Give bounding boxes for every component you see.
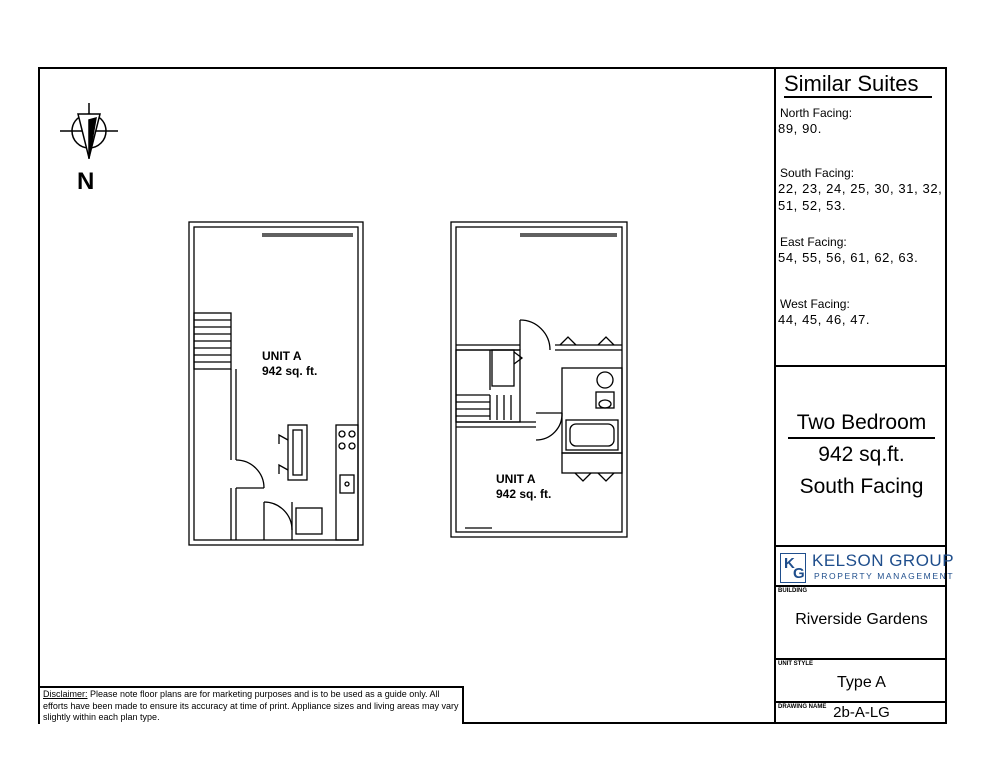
company-name: KELSON GROUP <box>812 551 955 570</box>
disclaimer <box>40 686 464 724</box>
unit-style-section <box>776 660 947 703</box>
unit-type-facing: South Facing <box>799 475 924 498</box>
title-block <box>774 67 955 724</box>
similar-suites-title: Similar Suites <box>784 71 919 96</box>
unit-type-name: Two Bedroom <box>796 411 927 434</box>
north-facing-units: 89, 90. <box>778 121 822 136</box>
logo-mark-k: K <box>784 555 795 572</box>
unit-type-area: 942 sq.ft. <box>818 443 905 466</box>
west-facing-label: West Facing: <box>780 297 850 311</box>
unit-style-caption: UNIT STYLE <box>778 661 814 667</box>
building-section <box>776 587 947 660</box>
north-facing-label: North Facing: <box>780 106 853 120</box>
unit-style-value: Type A <box>837 674 886 691</box>
west-facing-units: 44, 45, 46, 47. <box>778 312 871 327</box>
east-facing-label: East Facing: <box>780 235 847 249</box>
upper-floor-unit-label: UNIT A <box>496 472 536 486</box>
logo-mark-g: G <box>793 565 805 582</box>
disclaimer-text: Please note floor plans are for marketing purposes and is to be used as a guide only. All efforts have been made to ensure its accuracy at time of print. Appliance sizes and living areas may vary slightly within each plan type. <box>43 689 459 722</box>
title-underline <box>784 96 932 98</box>
building-name: Riverside Gardens <box>795 611 928 628</box>
compass-icon <box>60 103 118 159</box>
unit-type-underline <box>788 437 935 439</box>
main-floor-area-label: 942 sq. ft. <box>262 364 318 378</box>
similar-suites-section <box>776 67 947 367</box>
upper-floor-area-label: 942 sq. ft. <box>496 487 552 501</box>
main-floor-unit-label: UNIT A <box>262 349 302 363</box>
compass-north-label: N <box>77 168 95 195</box>
drawing-name-section <box>776 703 947 724</box>
company-tagline: PROPERTY MANAGEMENT <box>814 571 955 581</box>
main-floor-plan <box>189 222 363 545</box>
drawing-name-value: 2b-A-LG <box>833 704 890 721</box>
disclaimer-label: Disclaimer: <box>43 689 88 699</box>
drawing-name-caption: DRAWING NAME <box>778 704 827 710</box>
building-caption: BUILDING <box>778 588 807 594</box>
unit-type-section <box>776 367 947 547</box>
company-logo <box>776 547 955 587</box>
kg-logo-icon <box>780 553 806 583</box>
south-facing-label: South Facing: <box>780 166 855 180</box>
south-facing-units: 22, 23, 24, 25, 30, 31, 32, 51, 52, 53. <box>778 181 943 213</box>
east-facing-units: 54, 55, 56, 61, 62, 63. <box>778 250 919 265</box>
